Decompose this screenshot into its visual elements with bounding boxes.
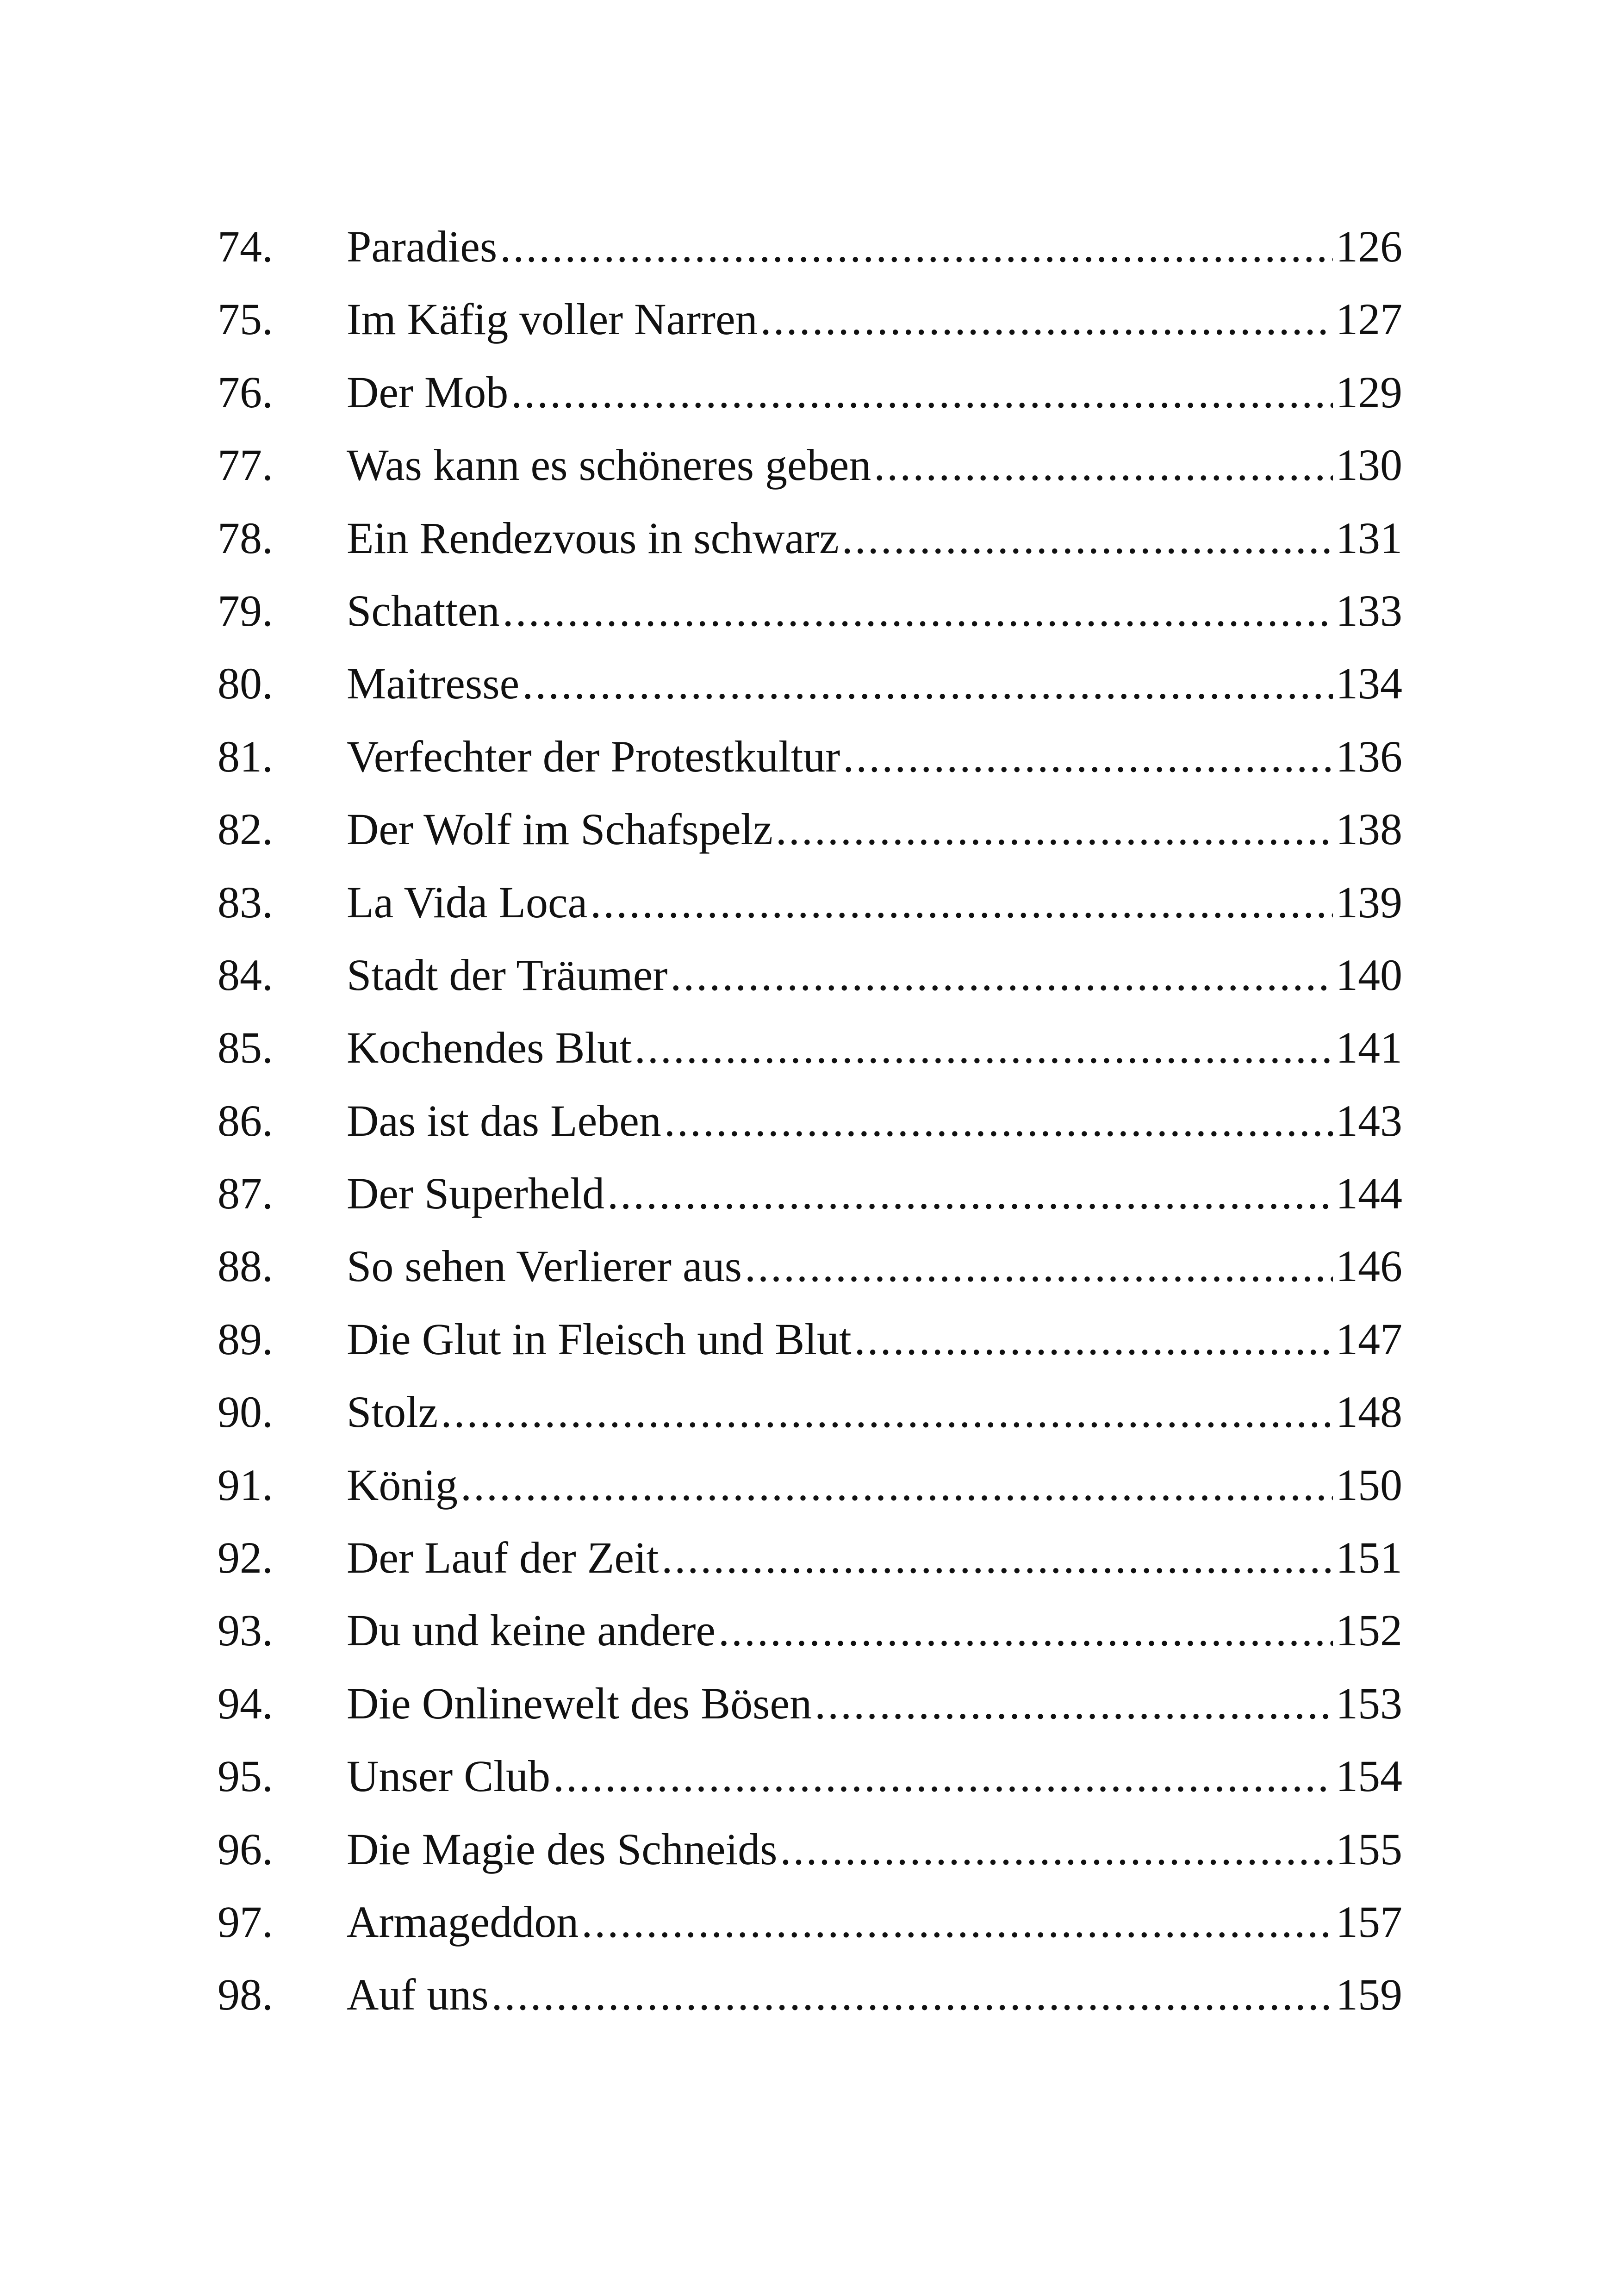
- chapter-title: Im Käfig voller Narren: [347, 294, 758, 344]
- chapter-number: 83.: [218, 877, 273, 927]
- chapter-title: Stadt der Träumer: [347, 950, 668, 1000]
- page-number: 146: [1336, 1241, 1402, 1291]
- dot-leader: [441, 1375, 1333, 1448]
- page-number: 133: [1336, 585, 1402, 635]
- toc-entry: [218, 1521, 1402, 1594]
- page-number: 157: [1336, 1897, 1402, 1947]
- chapter-title: La Vida Loca: [347, 877, 588, 927]
- chapter-number: 88.: [218, 1241, 273, 1291]
- chapter-title: Der Mob: [347, 367, 509, 417]
- page-number: 134: [1336, 659, 1402, 709]
- chapter-title: Unser Club: [347, 1751, 550, 1801]
- toc-entry: [218, 283, 1402, 355]
- chapter-number: 93.: [218, 1605, 273, 1655]
- chapter-number: 95.: [218, 1751, 273, 1801]
- dot-leader: [874, 429, 1333, 501]
- page-number: 152: [1336, 1605, 1402, 1655]
- dot-leader: [718, 1594, 1333, 1667]
- dot-leader: [780, 1813, 1333, 1885]
- page-number: 141: [1336, 1023, 1402, 1073]
- dot-leader: [492, 1958, 1333, 2031]
- chapter-number: 94.: [218, 1678, 273, 1728]
- chapter-title: Die Onlinewelt des Bösen: [347, 1678, 812, 1728]
- chapter-number: 78.: [218, 513, 273, 563]
- chapter-title: Was kann es schöneres geben: [347, 440, 871, 490]
- table-of-contents: [218, 210, 1402, 2031]
- toc-entry: [218, 1958, 1402, 2031]
- dot-leader: [843, 720, 1333, 793]
- chapter-number: 80.: [218, 659, 273, 709]
- page-number: 151: [1336, 1533, 1402, 1583]
- chapter-number: 79.: [218, 585, 273, 635]
- dot-leader: [607, 1157, 1333, 1230]
- page-number: 131: [1336, 513, 1402, 563]
- dot-leader: [553, 1740, 1333, 1812]
- chapter-number: 87.: [218, 1169, 273, 1219]
- dot-leader: [745, 1230, 1333, 1302]
- dot-leader: [461, 1449, 1333, 1521]
- dot-leader: [760, 283, 1333, 355]
- toc-entry: [218, 720, 1402, 793]
- chapter-title: König: [347, 1460, 458, 1510]
- toc-entry: [218, 1011, 1402, 1084]
- chapter-number: 84.: [218, 950, 273, 1000]
- chapter-title: Der Superheld: [347, 1169, 605, 1219]
- chapter-title: So sehen Verlierer aus: [347, 1241, 742, 1291]
- chapter-number: 74.: [218, 222, 273, 271]
- chapter-title: Armageddon: [347, 1897, 579, 1947]
- chapter-title: Schatten: [347, 585, 500, 635]
- page-number: 143: [1336, 1095, 1402, 1145]
- dot-leader: [664, 1084, 1333, 1157]
- toc-entry: [218, 502, 1402, 574]
- chapter-number: 82.: [218, 804, 273, 854]
- chapter-number: 91.: [218, 1460, 273, 1510]
- toc-entry: [218, 1157, 1402, 1230]
- toc-entry: [218, 210, 1402, 283]
- chapter-number: 96.: [218, 1824, 273, 1874]
- toc-entry: [218, 647, 1402, 720]
- chapter-number: 97.: [218, 1897, 273, 1947]
- dot-leader: [842, 502, 1333, 574]
- page-number: 148: [1336, 1387, 1402, 1437]
- toc-entry: [218, 866, 1402, 939]
- page-number: 139: [1336, 877, 1402, 927]
- page-number: 130: [1336, 440, 1402, 490]
- dot-leader: [503, 574, 1333, 647]
- toc-entry: [218, 574, 1402, 647]
- chapter-number: 81.: [218, 731, 273, 781]
- dot-leader: [500, 210, 1333, 283]
- page-number: 150: [1336, 1460, 1402, 1510]
- toc-entry: [218, 1303, 1402, 1375]
- dot-leader: [854, 1303, 1333, 1375]
- page-number: 154: [1336, 1751, 1402, 1801]
- page-number: 127: [1336, 294, 1402, 344]
- page-number: 147: [1336, 1314, 1402, 1364]
- dot-leader: [670, 939, 1333, 1011]
- chapter-number: 86.: [218, 1095, 273, 1145]
- toc-entry: [218, 1813, 1402, 1885]
- dot-leader: [511, 356, 1333, 429]
- chapter-title: Du und keine andere: [347, 1605, 716, 1655]
- chapter-number: 89.: [218, 1314, 273, 1364]
- page-number: 136: [1336, 731, 1402, 781]
- page-number: 129: [1336, 367, 1402, 417]
- chapter-title: Auf uns: [347, 1970, 489, 2020]
- chapter-title: Maitresse: [347, 659, 520, 709]
- chapter-title: Ein Rendezvous in schwarz: [347, 513, 839, 563]
- chapter-title: Die Magie des Schneids: [347, 1824, 778, 1874]
- chapter-number: 77.: [218, 440, 273, 490]
- chapter-title: Kochendes Blut: [347, 1023, 632, 1073]
- page-number: 159: [1336, 1970, 1402, 2020]
- toc-entry: [218, 1230, 1402, 1302]
- dot-leader: [776, 793, 1333, 865]
- chapter-number: 85.: [218, 1023, 273, 1073]
- chapter-number: 98.: [218, 1970, 273, 2020]
- toc-entry: [218, 1667, 1402, 1740]
- toc-entry: [218, 1375, 1402, 1448]
- toc-entry: [218, 1084, 1402, 1157]
- chapter-title: Verfechter der Protestkultur: [347, 731, 840, 781]
- toc-entry: [218, 1740, 1402, 1812]
- toc-entry: [218, 793, 1402, 865]
- dot-leader: [522, 647, 1333, 720]
- page-number: 138: [1336, 804, 1402, 854]
- chapter-title: Das ist das Leben: [347, 1095, 661, 1145]
- chapter-title: Stolz: [347, 1387, 438, 1437]
- dot-leader: [581, 1885, 1333, 1958]
- chapter-title: Paradies: [347, 222, 498, 271]
- chapter-number: 76.: [218, 367, 273, 417]
- toc-entry: [218, 1449, 1402, 1521]
- toc-entry: [218, 356, 1402, 429]
- chapter-title: Der Lauf der Zeit: [347, 1533, 659, 1583]
- chapter-title: Der Wolf im Schafspelz: [347, 804, 773, 854]
- dot-leader: [590, 866, 1333, 939]
- chapter-number: 92.: [218, 1533, 273, 1583]
- page-number: 153: [1336, 1678, 1402, 1728]
- chapter-title: Die Glut in Fleisch und Blut: [347, 1314, 852, 1364]
- toc-entry: [218, 429, 1402, 501]
- page-number: 144: [1336, 1169, 1402, 1219]
- toc-entry: [218, 1594, 1402, 1667]
- toc-entry: [218, 1885, 1402, 1958]
- chapter-number: 75.: [218, 294, 273, 344]
- page-number: 140: [1336, 950, 1402, 1000]
- toc-entry: [218, 939, 1402, 1011]
- page-number: 155: [1336, 1824, 1402, 1874]
- dot-leader: [815, 1667, 1333, 1740]
- page-number: 126: [1336, 222, 1402, 271]
- dot-leader: [661, 1521, 1333, 1594]
- dot-leader: [635, 1011, 1333, 1084]
- chapter-number: 90.: [218, 1387, 273, 1437]
